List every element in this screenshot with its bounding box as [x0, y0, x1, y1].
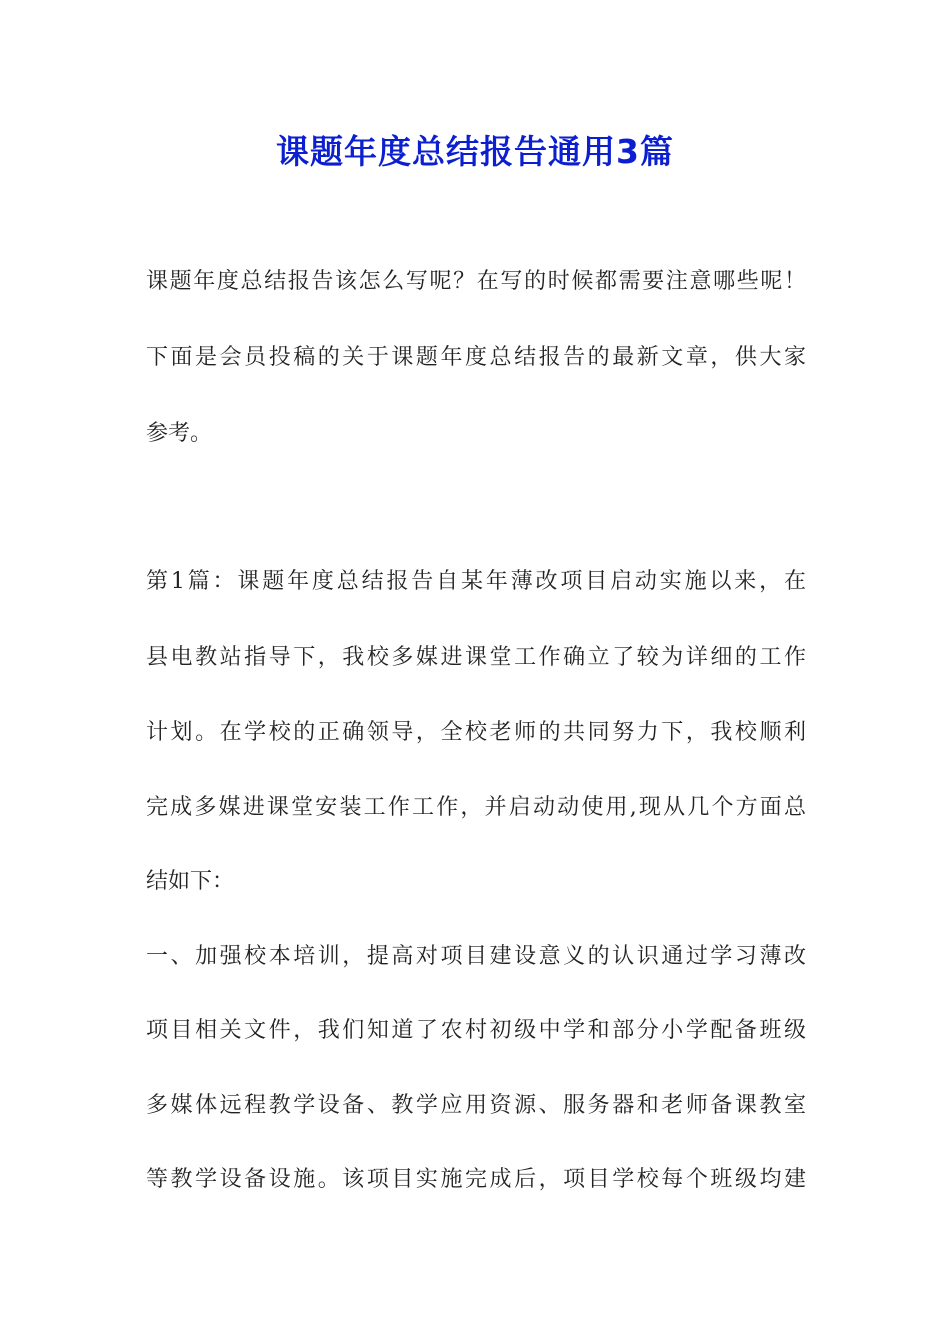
section2-line-3: 多媒体远程教学设备、教学应用资源、服务器和老师备课教室: [146, 1093, 806, 1118]
section1-line-1: 第1篇：课题年度总结报告自某年薄改项目启动实施以来，在: [146, 569, 806, 594]
section2-line-2: 项目相关文件，我们知道了农村初级中学和部分小学配备班级: [146, 1018, 806, 1043]
document-title: 课题年度总结报告通用3篇: [276, 132, 674, 171]
intro-line-2: 下面是会员投稿的关于课题年度总结报告的最新文章，供大家: [146, 345, 806, 370]
intro-line-3: 参考。: [146, 421, 213, 446]
section1-line-4: 完成多媒进课堂安装工作工作，并启动动使用,现从几个方面总: [146, 795, 806, 820]
section1-line-3: 计划。在学校的正确领导，全校老师的共同努力下，我校顺利: [146, 720, 806, 745]
section1-line-5: 结如下：: [146, 869, 235, 894]
section1-line-2: 县电教站指导下，我校多媒进课堂工作确立了较为详细的工作: [146, 645, 806, 670]
section2-line-1: 一、加强校本培训，提高对项目建设意义的认识通过学习薄改: [146, 944, 806, 969]
intro-line-1: 课题年度总结报告该怎么写呢？在写的时候都需要注意哪些呢！: [146, 269, 806, 294]
section2-line-4: 等教学设备设施。该项目实施完成后，项目学校每个班级均建: [146, 1167, 806, 1192]
